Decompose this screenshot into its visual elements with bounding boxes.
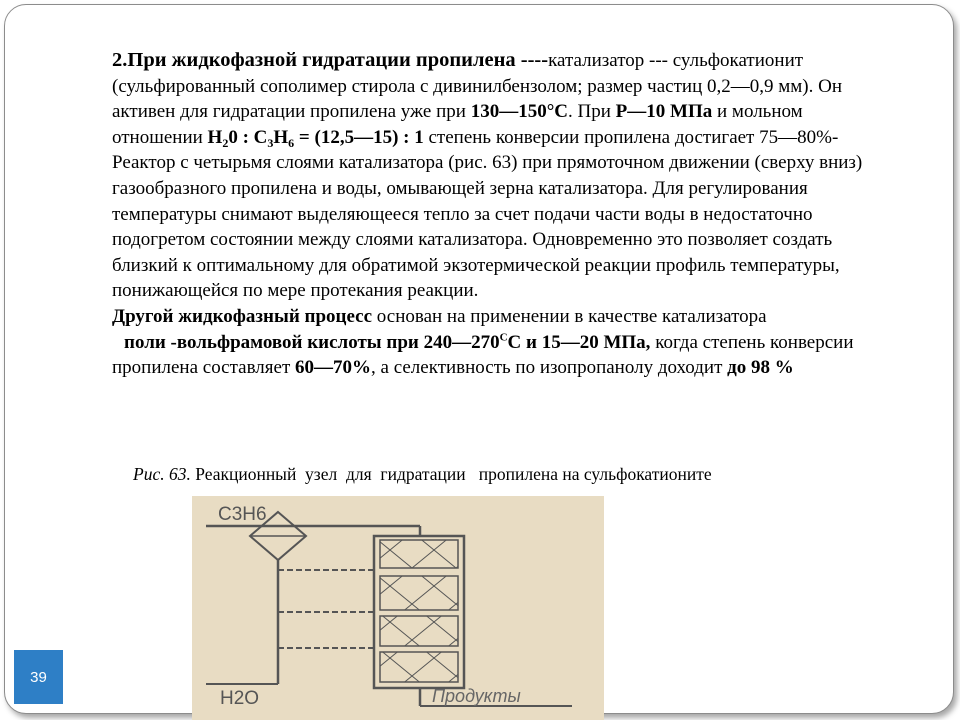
water-label: Н2О bbox=[220, 688, 260, 709]
feed-label: С3Н6 bbox=[218, 504, 267, 525]
reactor-diagram bbox=[192, 496, 604, 720]
paragraph-liquid-phase-hydration: 2.При жидкофазной гидратации пропилена ----катализатор --- сульфокатионит (сульфированный сополимер стирола с дивинилбензолом; размер частиц 0,2—0,9 мм). Он активен для гидратации пропилена уже при 130—150°С. При Р—10 МПа и мольном отношении $Н_20$ : $С_3Н_6$ = (12,5—15) : 1 степень конверсии пропилена достигает 75—80%- bbox=[112, 49, 843, 150]
figure-caption: Рис. 63. Реакционный узел для гидратации пропилена на сульфокатионите bbox=[133, 464, 712, 484]
catalyst-bed-4 bbox=[380, 652, 458, 682]
catalyst-bed-2 bbox=[380, 576, 458, 610]
reactor-diagram-svg bbox=[192, 496, 604, 720]
catalyst-bed-1 bbox=[380, 540, 458, 568]
paragraph-reactor-description: Реактор с четырьмя слоями катализатора (рис. 63) при прямоточном движении (сверху вниз) газообразного пропилена и воды, омывающей зерна катализатора. Для регулирования температуры снимают выделяющееся тепло за счет подачи части воды в недостаточно подогретом состоянии между слоями катализатора. Одновременно это позволяет создать близкий к оптимальному для обратимой экзотермической реакции профиль температуры, понижающейся по мере протекания реакции. bbox=[112, 152, 863, 302]
slide-body-text bbox=[86, 48, 886, 381]
paragraph-other-process: Другой жидкофазный процесс основан на применении в качестве катализатора поли -вольфрамовой кислоты при $240—270^СС$ и 15—20 МПа, когда степень конверсии пропилена составляет 60—70%, а селективность по изопропанолу доходит до 98 % bbox=[112, 305, 854, 379]
page-number-badge: 39 bbox=[14, 650, 63, 704]
product-label: Продукты bbox=[432, 686, 521, 706]
catalyst-bed-3 bbox=[380, 616, 458, 646]
